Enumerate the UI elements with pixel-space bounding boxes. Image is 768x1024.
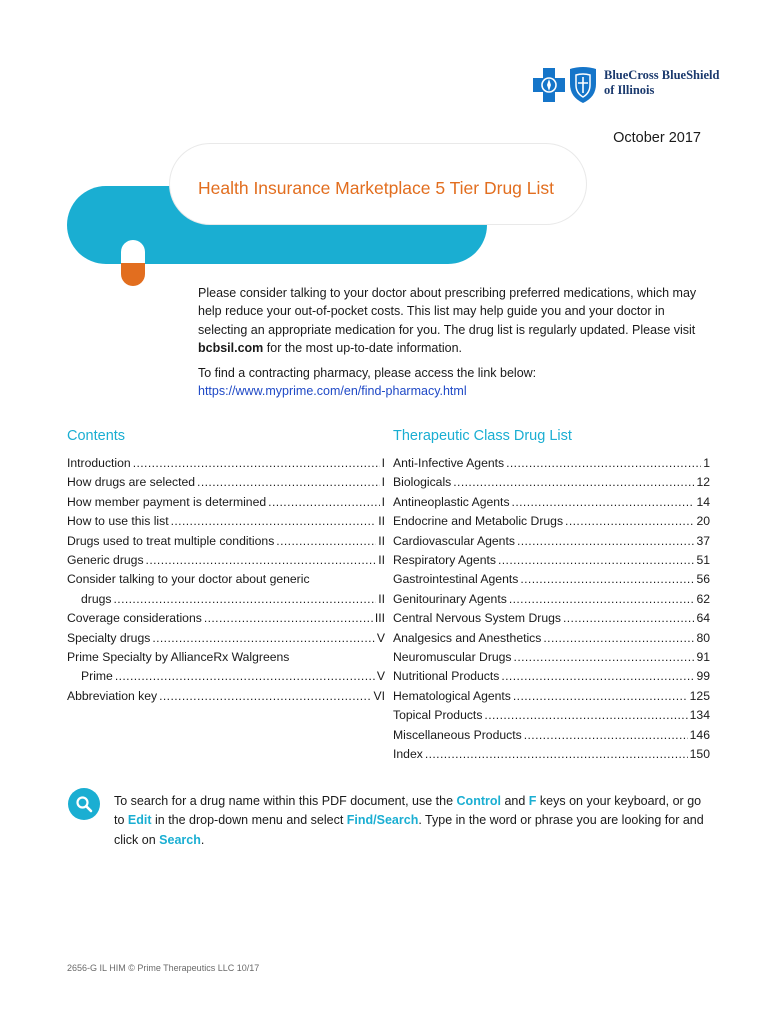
toc-page-number: 134	[689, 708, 710, 723]
page-title: Health Insurance Marketplace 5 Tier Drug List	[198, 178, 554, 198]
tip-text: keys on your keyboard, or go to	[114, 794, 702, 828]
dot-leader	[115, 667, 375, 686]
search-instructions	[114, 792, 714, 850]
toc-entry-title: Respiratory Agents	[393, 553, 496, 568]
dot-leader	[268, 493, 379, 512]
toc-page-number: 146	[689, 727, 710, 742]
brand-name	[604, 68, 719, 98]
search-icon	[68, 788, 100, 820]
dot-leader	[425, 745, 688, 764]
dot-leader	[276, 532, 376, 551]
dot-leader	[197, 473, 380, 492]
dot-leader	[171, 512, 377, 531]
toc-entry[interactable]	[67, 454, 385, 473]
dot-leader	[484, 706, 687, 725]
toc-entry-title: Cardiovascular Agents	[393, 533, 515, 548]
toc-entry-title: Hematological Agents	[393, 688, 511, 703]
toc-entry-title: Consider talking to your doctor about generic	[67, 572, 310, 587]
toc-page-number: V	[376, 630, 385, 645]
dot-leader	[543, 629, 694, 648]
dot-leader	[204, 609, 373, 628]
toc-entry[interactable]	[393, 706, 710, 725]
tip-text: in the drop-down menu and select	[151, 813, 347, 828]
toc-page-number: 12	[696, 475, 710, 490]
toc-entry-title: Topical Products	[393, 708, 483, 723]
toc-entry-title: Miscellaneous Products	[393, 727, 522, 742]
intro-text-part: Please consider talking to your doctor about prescribing preferred medications, which may help reduce your out-of-pocket costs. This list may help guide you and your doctor in selecting an appropriate medication for you. The drug list is regularly updated. Please visit	[198, 286, 697, 337]
toc-entry[interactable]	[67, 512, 385, 531]
toc-entry[interactable]	[67, 629, 385, 648]
toc-entry-title: How to use this list	[67, 514, 169, 529]
dot-leader	[159, 687, 371, 706]
toc-entry[interactable]	[393, 609, 710, 628]
contents-heading: Contents	[67, 428, 126, 444]
dot-leader	[506, 454, 701, 473]
capsule-icon-top	[121, 240, 145, 263]
dot-leader	[565, 512, 694, 531]
toc-entry[interactable]	[393, 473, 710, 492]
toc-entry[interactable]	[393, 726, 710, 745]
dot-leader	[114, 590, 377, 609]
document-date: October 2017	[613, 130, 701, 146]
toc-page-number: II	[378, 591, 385, 606]
toc-entry-title: Analgesics and Anesthetics	[393, 630, 542, 645]
toc-entry-title: Endocrine and Metabolic Drugs	[393, 514, 564, 529]
dot-leader	[524, 726, 688, 745]
toc-entry-title: Biologicals	[393, 475, 452, 490]
toc-entry[interactable]	[67, 609, 385, 628]
toc-page-number: 20	[696, 514, 710, 529]
intro-paragraph-1	[198, 284, 708, 357]
toc-entry[interactable]	[67, 551, 385, 570]
toc-entry[interactable]	[393, 551, 710, 570]
toc-page-number: II	[378, 553, 385, 568]
toc-entry-title-continued: Prime	[81, 669, 113, 684]
toc-entry-title: Index	[393, 747, 423, 762]
toc-entry[interactable]	[393, 687, 710, 706]
toc-page-number: 80	[696, 630, 710, 645]
toc-entry[interactable]	[67, 667, 385, 686]
brand-line-2: of Illinois	[604, 83, 655, 97]
toc-entry[interactable]	[67, 532, 385, 551]
dot-leader	[517, 532, 694, 551]
toc-page-number: 51	[696, 553, 710, 568]
toc-entry-title: Central Nervous System Drugs	[393, 611, 561, 626]
toc-page-number: II	[378, 533, 385, 548]
dot-leader	[152, 629, 375, 648]
button-search: Search	[159, 832, 201, 847]
menu-find-search: Find/Search	[346, 813, 419, 828]
toc-entry[interactable]	[67, 473, 385, 492]
class-list-heading: Therapeutic Class Drug List	[393, 428, 572, 444]
toc-page-number: VI	[373, 688, 385, 703]
key-f: F	[528, 794, 537, 808]
toc-page-number: 14	[696, 494, 710, 509]
dot-leader	[498, 551, 694, 570]
toc-entry[interactable]	[393, 512, 710, 531]
toc-entry-title: Abbreviation key	[67, 688, 158, 703]
toc-page-number: III	[374, 611, 385, 626]
dot-leader	[563, 609, 694, 628]
blue-cross-icon	[532, 66, 566, 104]
capsule-icon-bottom	[121, 263, 145, 286]
toc-entry[interactable]	[393, 745, 710, 764]
toc-entry[interactable]	[393, 493, 710, 512]
contents-list	[67, 454, 385, 706]
toc-entry-title: Coverage considerations	[67, 611, 202, 626]
toc-page-number: 125	[689, 688, 710, 703]
toc-entry-title: Gastrointestinal Agents	[393, 572, 519, 587]
toc-entry-title: How member payment is determined	[67, 494, 267, 509]
toc-page-number: II	[378, 514, 385, 529]
intro-text-part: for the most up-to-date information.	[263, 340, 463, 355]
toc-entry[interactable]	[67, 493, 385, 512]
toc-entry-title: Introduction	[67, 456, 131, 470]
toc-entry-title: Generic drugs	[67, 553, 144, 568]
key-control: Control	[456, 794, 501, 808]
toc-page-number: 56	[696, 572, 710, 587]
dot-leader	[513, 687, 688, 706]
toc-page-number: 1	[703, 456, 710, 470]
toc-entry[interactable]	[393, 454, 710, 473]
toc-page-number: 99	[696, 669, 710, 684]
toc-entry-line[interactable]	[67, 648, 385, 667]
toc-entry-title: Antineoplastic Agents	[393, 494, 510, 509]
toc-entry[interactable]	[393, 570, 710, 589]
dot-leader	[512, 493, 695, 512]
toc-entry-title: Genitourinary Agents	[393, 591, 507, 606]
menu-edit: Edit	[127, 813, 152, 828]
toc-page-number: I	[381, 494, 385, 509]
toc-page-number: 37	[696, 533, 710, 548]
class-list	[393, 454, 710, 765]
toc-entry-title: How drugs are selected	[67, 475, 196, 490]
tip-text: To search for a drug name within this PDF document, use the	[114, 794, 457, 808]
dot-leader	[514, 648, 695, 667]
toc-entry[interactable]	[67, 687, 385, 706]
website-name: bcbsil.com	[198, 340, 264, 355]
dot-leader	[133, 454, 380, 473]
toc-page-number: I	[381, 456, 385, 470]
toc-entry-title: Specialty drugs	[67, 630, 151, 645]
toc-entry-title: Nutritional Products	[393, 669, 500, 684]
toc-entry[interactable]	[393, 532, 710, 551]
tip-text: . Type in the word or phrase you are looking for and click on	[114, 813, 704, 847]
pharmacy-link[interactable]: https://www.myprime.com/en/find-pharmacy.html	[198, 384, 467, 399]
dot-leader	[453, 473, 694, 492]
tip-text: and	[500, 794, 529, 808]
toc-entry[interactable]	[393, 648, 710, 667]
toc-entry-title: Prime Specialty by AllianceRx Walgreens	[67, 650, 290, 665]
toc-entry[interactable]	[393, 667, 710, 686]
toc-entry[interactable]	[393, 590, 710, 609]
toc-page-number: 62	[696, 591, 710, 606]
toc-page-number: 150	[689, 747, 710, 762]
dot-leader	[146, 551, 377, 570]
intro-text	[198, 284, 708, 401]
toc-entry-title: Anti-Infective Agents	[393, 456, 505, 470]
footer: 2656-G IL HIM © Prime Therapeutics LLC 10/17	[67, 963, 260, 973]
toc-page-number: 64	[696, 611, 710, 626]
blue-shield-icon	[568, 66, 598, 104]
brand-line-1: BlueCross BlueShield	[604, 68, 720, 82]
dot-leader	[509, 590, 695, 609]
pharmacy-text: To find a contracting pharmacy, please access the link below:	[198, 366, 537, 381]
toc-entry-title: Neuromuscular Drugs	[393, 650, 512, 665]
toc-page-number: I	[381, 475, 385, 490]
intro-paragraph-2	[198, 364, 708, 401]
tip-text: .	[200, 832, 205, 847]
toc-page-number: V	[376, 669, 385, 684]
toc-page-number: 91	[696, 650, 710, 665]
dot-leader	[520, 570, 694, 589]
toc-entry[interactable]	[67, 590, 385, 609]
dot-leader	[501, 667, 694, 686]
toc-entry-title: Drugs used to treat multiple conditions	[67, 533, 275, 548]
toc-entry-line[interactable]	[67, 570, 385, 589]
bcbs-logo	[532, 66, 737, 106]
toc-entry[interactable]	[393, 629, 710, 648]
toc-entry-title-continued: drugs	[81, 591, 112, 606]
